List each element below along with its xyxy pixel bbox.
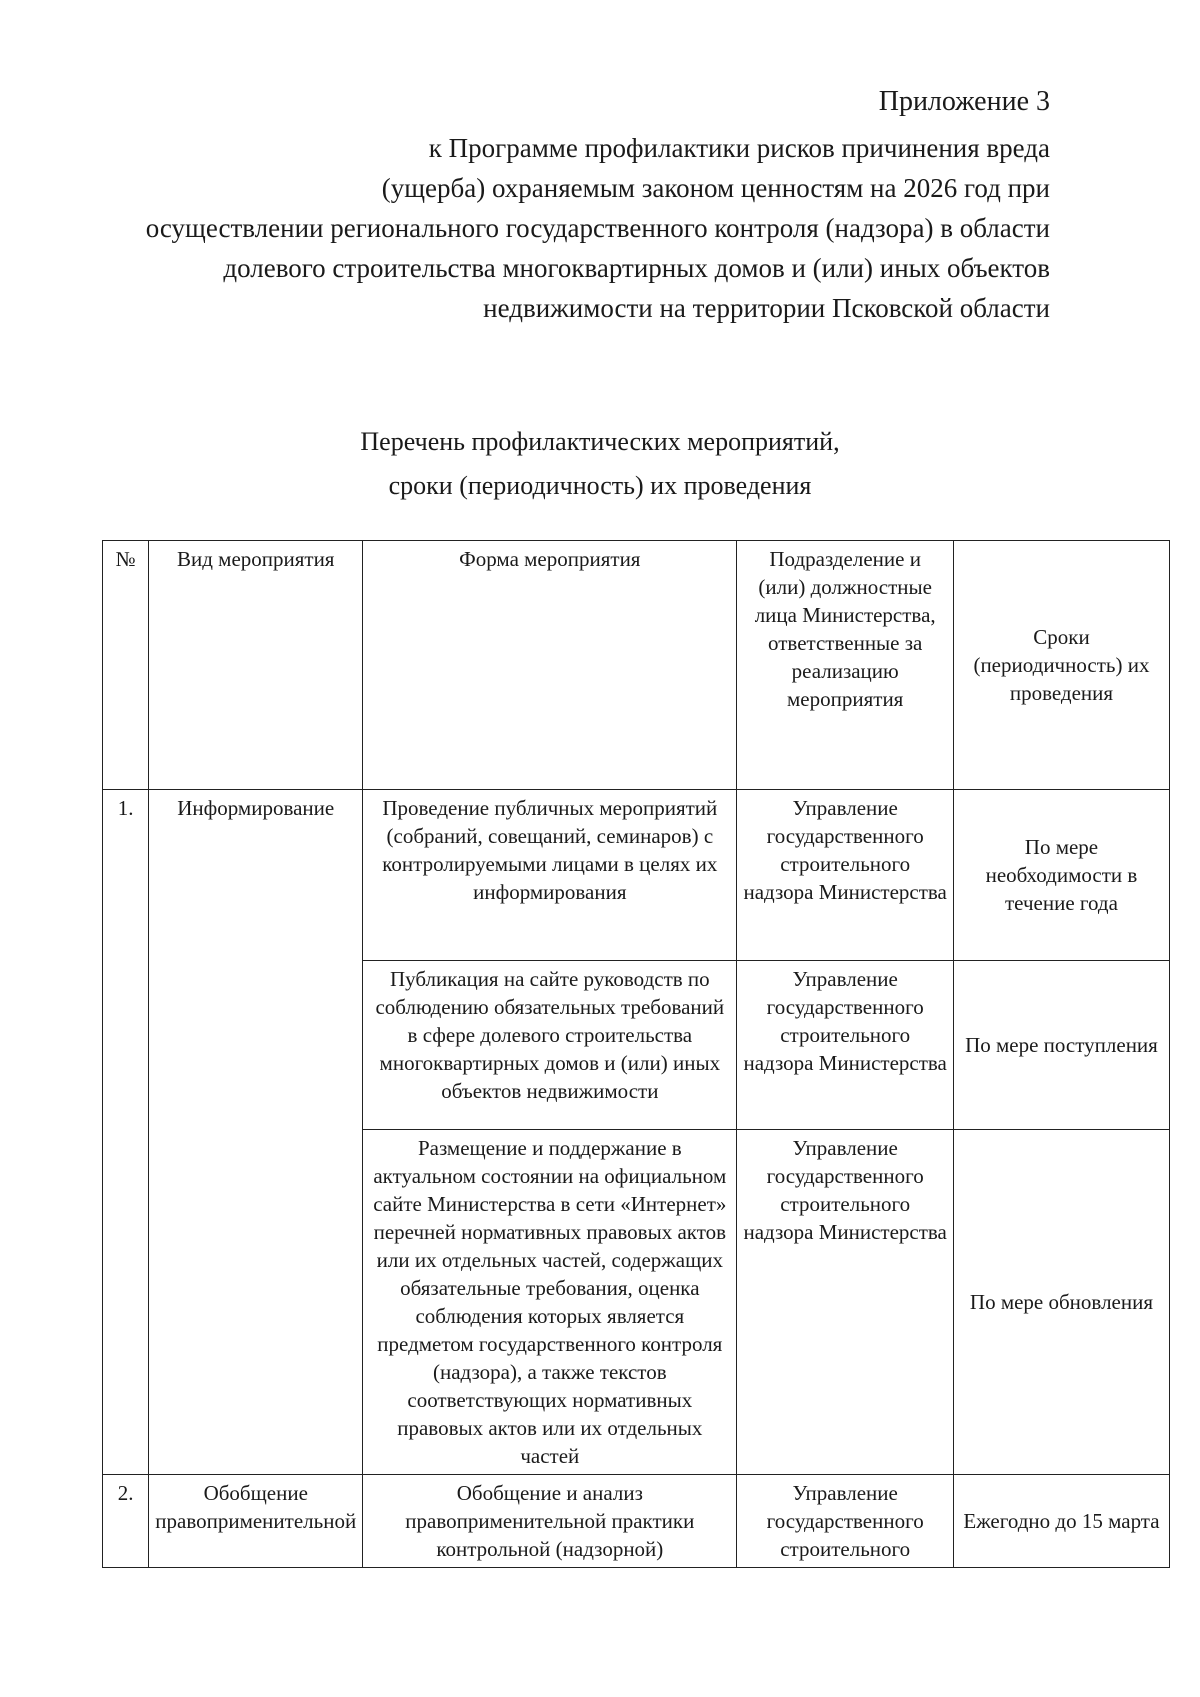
appendix-line: (ущерба) охраняемым законом ценностям на 2026 год при bbox=[381, 173, 1050, 203]
appendix-line: долевого строительства многоквартирных домов и (или) иных объектов bbox=[223, 253, 1050, 283]
row-form: Публикация на сайте руководств по соблюдению обязательных требований в сфере долевого строительства многоквартирных домов и (или) иных объектов недвижимости bbox=[363, 961, 737, 1130]
header-terms: Сроки (периодичность) их проведения bbox=[953, 541, 1169, 790]
header-num: № bbox=[103, 541, 149, 790]
measures-table bbox=[102, 540, 1170, 1568]
row-kind: Информирование bbox=[149, 790, 363, 1475]
title-line-1: Перечень профилактических мероприятий, bbox=[360, 427, 840, 456]
document-title bbox=[0, 420, 1200, 508]
row-responsible: Управление государственного строительного надзора Министерства bbox=[737, 790, 953, 961]
row-terms: По мере обновления bbox=[953, 1130, 1169, 1475]
appendix-line: к Программе профилактики рисков причинения вреда bbox=[428, 133, 1050, 163]
appendix-block bbox=[146, 82, 1050, 328]
row-terms: По мере поступления bbox=[953, 961, 1169, 1130]
row-kind: Обобщение правоприменительной bbox=[149, 1475, 363, 1568]
appendix-heading: Приложение 3 bbox=[878, 86, 1050, 117]
appendix-line: осуществлении регионального государственного контроля (надзора) в области bbox=[145, 213, 1050, 243]
row-responsible: Управление государственного строительного bbox=[737, 1475, 953, 1568]
table-row bbox=[103, 790, 1170, 961]
header-form: Форма мероприятия bbox=[363, 541, 737, 790]
row-terms: По мере необходимости в течение года bbox=[953, 790, 1169, 961]
row-form: Размещение и поддержание в актуальном состоянии на официальном сайте Министерства в сети «Интернет» перечней нормативных правовых актов или их отдельных частей, содержащих обязательные требования, оценка соблюдения которых является предметом государственного контроля (надзора), а также текстов соответствующих нормативных правовых актов или их отдельных частей bbox=[363, 1130, 737, 1475]
row-number: 1. bbox=[103, 790, 149, 1475]
header-kind: Вид мероприятия bbox=[149, 541, 363, 790]
row-responsible: Управление государственного строительного надзора Министерства bbox=[737, 1130, 953, 1475]
table-row bbox=[103, 1475, 1170, 1568]
appendix-line: недвижимости на территории Псковской области bbox=[483, 293, 1050, 323]
table-header-row bbox=[103, 541, 1170, 790]
title-line-2: сроки (периодичность) их проведения bbox=[388, 471, 812, 500]
header-responsible: Подразделение и (или) должностные лица Министерства, ответственные за реализацию мероприятия bbox=[737, 541, 953, 790]
row-form: Обобщение и анализ правоприменительной практики контрольной (надзорной) bbox=[363, 1475, 737, 1568]
row-terms: Ежегодно до 15 марта bbox=[953, 1475, 1169, 1568]
row-responsible: Управление государственного строительного надзора Министерства bbox=[737, 961, 953, 1130]
row-form: Проведение публичных мероприятий (собраний, совещаний, семинаров) с контролируемыми лицами в целях их информирования bbox=[363, 790, 737, 961]
row-number: 2. bbox=[103, 1475, 149, 1568]
